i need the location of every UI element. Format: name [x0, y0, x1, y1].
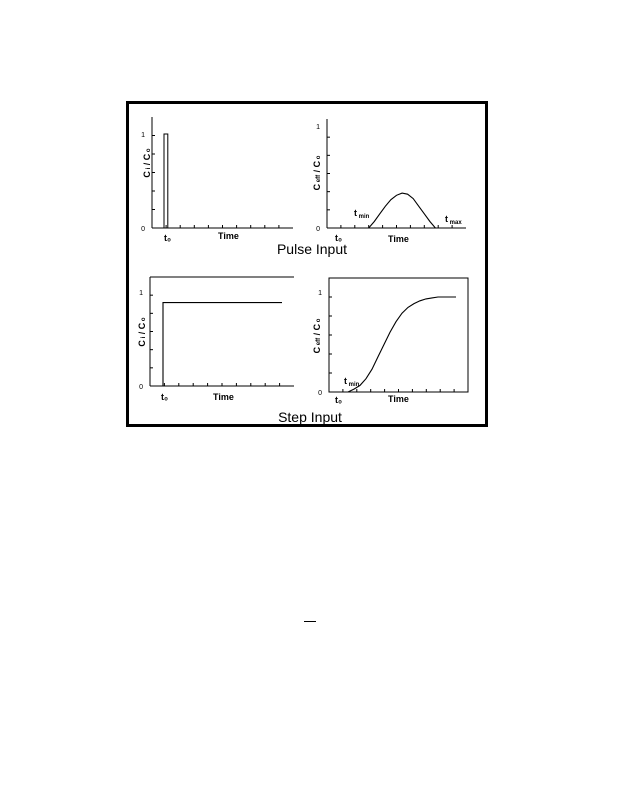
- chart-pulse-influent: [141, 117, 293, 243]
- x-axis-label: Time: [388, 394, 409, 404]
- y-tick-label: 0: [316, 226, 320, 233]
- y-tick-label: 1: [139, 290, 143, 297]
- y-tick-label: 0: [318, 390, 322, 397]
- y-tick-label: 1: [318, 290, 322, 297]
- y-tick-label: 0: [139, 384, 143, 391]
- page-dash: [304, 621, 316, 622]
- annotation-t-min: t $_{min}$: [354, 208, 370, 220]
- y-axis-label: C eff / C o: [312, 155, 322, 191]
- y-tick-label: 0: [141, 226, 145, 233]
- y-axis-label: C eff / C o: [312, 318, 322, 354]
- x-marker-label: t₀: [335, 395, 343, 405]
- y-axis-label: C i / C o: [142, 148, 152, 178]
- figure-frame: [126, 101, 488, 427]
- breakthrough-curve: [336, 297, 456, 392]
- x-marker-label: t₀: [164, 233, 172, 243]
- pulse-caption: Pulse Input: [276, 241, 348, 257]
- x-axis-label: Time: [218, 231, 239, 241]
- chart-step-influent: [137, 277, 294, 402]
- frame-border: [128, 103, 487, 426]
- step-influent-line: [163, 303, 282, 386]
- y-tick-label: 1: [316, 124, 320, 131]
- x-axis-label: Time: [213, 392, 234, 402]
- x-marker-label: t₀: [161, 392, 169, 402]
- y-axis-label: C i / C o: [137, 317, 147, 347]
- y-tick-label: 1: [141, 132, 145, 139]
- annotation-t-min: t $_{min}$: [344, 376, 360, 388]
- x-axis-label: Time: [388, 234, 409, 244]
- step-caption: Step Input: [278, 409, 342, 425]
- chart-pulse-effluent: [312, 119, 466, 244]
- x-marker-label: t₀: [335, 233, 343, 243]
- figure-svg: [126, 101, 488, 427]
- pulse-bar: [164, 134, 168, 228]
- plot-box: [329, 278, 468, 392]
- chart-step-effluent: [312, 278, 468, 405]
- annotation-t-max: t $_{max}$: [445, 214, 462, 226]
